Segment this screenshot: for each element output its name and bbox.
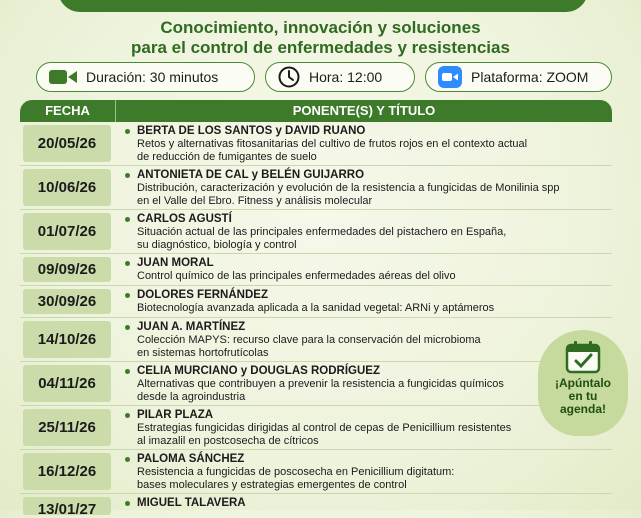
table-row [20, 406, 612, 450]
row-date: 10/06/26 [23, 169, 111, 206]
table-row [20, 286, 612, 318]
row-speaker: PALOMA SÁNCHEZ [123, 453, 612, 466]
row-title-2: su diagnóstico, biología y control [137, 238, 297, 251]
row-speaker: ANTONIETA DE CAL y BELÉN GUIJARRO [123, 169, 612, 182]
row-title-2: al imazalil en postcosecha de cítricos [137, 434, 319, 447]
row-title-1: Control químico de las principales enfermedades aéreas del olivo [137, 270, 456, 282]
table-row [20, 318, 612, 362]
row-date: 30/09/26 [23, 289, 111, 314]
row-title-1: Situación actual de las principales enfermedades del pistachero en España, [137, 226, 507, 238]
duration-pill [36, 62, 255, 92]
table-row [20, 166, 612, 210]
row-date: 14/10/26 [23, 321, 111, 358]
badge-line-2: en tu [568, 389, 598, 403]
row-title-1: Alternativas que contribuyen a prevenir la resistencia a fungicidas químicos [137, 378, 504, 390]
table-row [20, 254, 612, 286]
badge-line-1: ¡Apúntalo [555, 376, 611, 390]
column-header-speaker: PONENTE(S) Y TÍTULO [292, 103, 436, 118]
row-speaker: JUAN MORAL [123, 257, 612, 270]
row-speaker: DOLORES FERNÁNDEZ [123, 289, 612, 302]
table-row [20, 210, 612, 254]
clock-icon [278, 66, 300, 88]
title-banner [58, 0, 588, 12]
row-title-1: Distribución, caracterización y evolución de la resistencia a fungicidas de Monilinia spp [137, 182, 560, 194]
row-date: 13/01/27 [23, 497, 111, 515]
zoom-camera-icon [438, 66, 462, 88]
row-date: 20/05/26 [23, 125, 111, 162]
video-camera-icon [49, 67, 77, 87]
row-title-1: Estrategias fungicidas dirigidas al control de cepas de Penicillium resistentes [137, 422, 512, 434]
row-speaker: CARLOS AGUSTÍ [123, 213, 612, 226]
row-title-2: en el Valle del Ebro. Fitness y análisis molecular [137, 194, 373, 207]
row-speaker: BERTA DE LOS SANTOS y DAVID RUANO [123, 125, 612, 138]
table-row [20, 450, 612, 494]
table-row [20, 362, 612, 406]
platform-pill [425, 62, 612, 92]
table-row [20, 494, 612, 518]
row-date: 25/11/26 [23, 409, 111, 446]
row-speaker: CELIA MURCIANO y DOUGLAS RODRÍGUEZ [123, 365, 612, 378]
subtitle-line-2: para el control de enfermedades y resistencias [131, 38, 510, 57]
badge-line-3: agenda! [559, 402, 606, 416]
platform-text: Plataforma: ZOOM [471, 69, 589, 85]
time-pill [265, 62, 415, 92]
row-date: 09/09/26 [23, 257, 111, 282]
column-header-date: FECHA [20, 100, 116, 122]
row-speaker: PILAR PLAZA [123, 409, 612, 422]
schedule-table [20, 100, 612, 518]
table-header [20, 100, 612, 122]
row-title-1: Biotecnología avanzada aplicada a la sanidad vegetal: ARNi y aptámeros [137, 302, 495, 314]
row-date: 04/11/26 [23, 365, 111, 402]
duration-text: Duración: 30 minutos [86, 69, 219, 85]
row-title-1: Retos y alternativas fitosanitarias del cultivo de frutos rojos en el contexto actual [137, 138, 528, 150]
row-title-1: Colección MAPYS: recurso clave para la conservación del microbioma [137, 334, 481, 346]
subtitle-line-1: Conocimiento, innovación y soluciones [160, 18, 481, 37]
row-title-2: de reducción de fumigantes de suelo [137, 150, 317, 163]
row-title-2: bases moleculares y estrategias emergentes de control [137, 478, 407, 491]
table-row [20, 122, 612, 166]
row-title-2: en sistemas hortofrutícolas [137, 346, 269, 359]
agenda-badge [538, 330, 628, 436]
row-speaker: JUAN A. MARTÍNEZ [123, 321, 612, 334]
calendar-check-icon [538, 340, 628, 377]
row-date: 01/07/26 [23, 213, 111, 250]
row-date: 16/12/26 [23, 453, 111, 490]
time-text: Hora: 12:00 [309, 69, 383, 85]
row-title-1: Resistencia a fungicidas de poscosecha en Penicillium digitatum: [137, 466, 455, 478]
row-speaker: MIGUEL TALAVERA [123, 497, 612, 510]
row-title-2: desde la agroindustria [137, 390, 246, 403]
